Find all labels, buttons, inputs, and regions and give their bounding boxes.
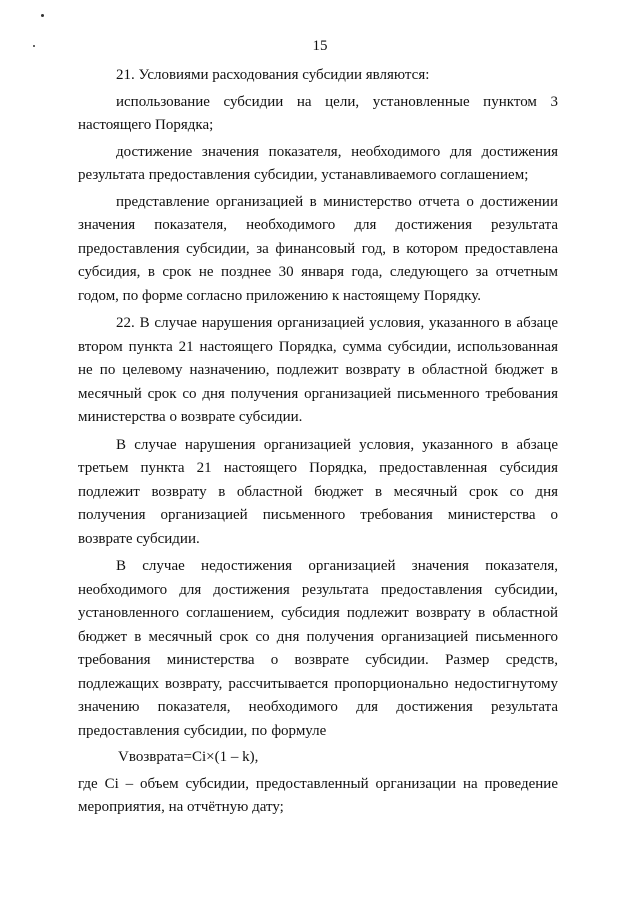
paragraph-21-intro: 21. Условиями расходования субсидии являются: xyxy=(116,67,430,83)
paragraph-22-second: В случае нарушения организацией условия, указанного в абзаце третьем пункта 21 настоящего Порядка, предоставленная субсидия подлежит возврату в областной бюджет в месячный срок со дня получения организацией письменного требования министерства о возврате субсидии. xyxy=(78,436,558,547)
paragraph-22-third: В случае недостижения организацией значения показателя, необходимого для достижения результата предоставления субсидии, установленного соглашением, субсидия подлежит возврату в областной бюджет в месячный срок со дня получения организацией письменного требования министерства о возврате субсидии. Размер средств, подлежащих возврату, рассчитывается пропорционально недостигнутому значению показателя, необходимого для достижения результата предоставления субсидии, по формуле xyxy=(78,558,558,739)
return-formula: Vвозврата=Ci×(1 – k), xyxy=(118,749,259,765)
paragraph-21-item-1: использование субсидии на цели, установленные пунктом 3 настоящего Порядка; xyxy=(78,93,558,133)
paragraph-21-item-2: достижение значения показателя, необходимого для достижения результата предоставления субсидии, устанавливаемого соглашением; xyxy=(78,143,558,183)
paragraph-21-item-3: представление организацией в министерство отчета о достижении значения показателя, необходимого для достижения результата предоставления субсидии, за финансовый год, в котором предоставлена субсидия, в срок не позднее 30 января года, следующего за отчетным годом, по форме согласно приложению к настоящему Порядку. xyxy=(78,193,558,304)
formula-explanation: где Ci – объем субсидии, предоставленный организации на проведение мероприятия, на отчётную дату; xyxy=(78,775,558,815)
page-number: 15 xyxy=(312,38,328,54)
paragraph-22: 22. В случае нарушения организацией условия, указанного в абзаце втором пункта 21 настоящего Порядка, сумма субсидии, использованная не по целевому назначению, подлежит возврату в областной бюджет в месячный срок со дня получения организацией письменного требования министерства о возврате субсидии. xyxy=(78,315,558,425)
scan-mark-dot xyxy=(41,14,44,17)
document-body xyxy=(78,64,558,823)
